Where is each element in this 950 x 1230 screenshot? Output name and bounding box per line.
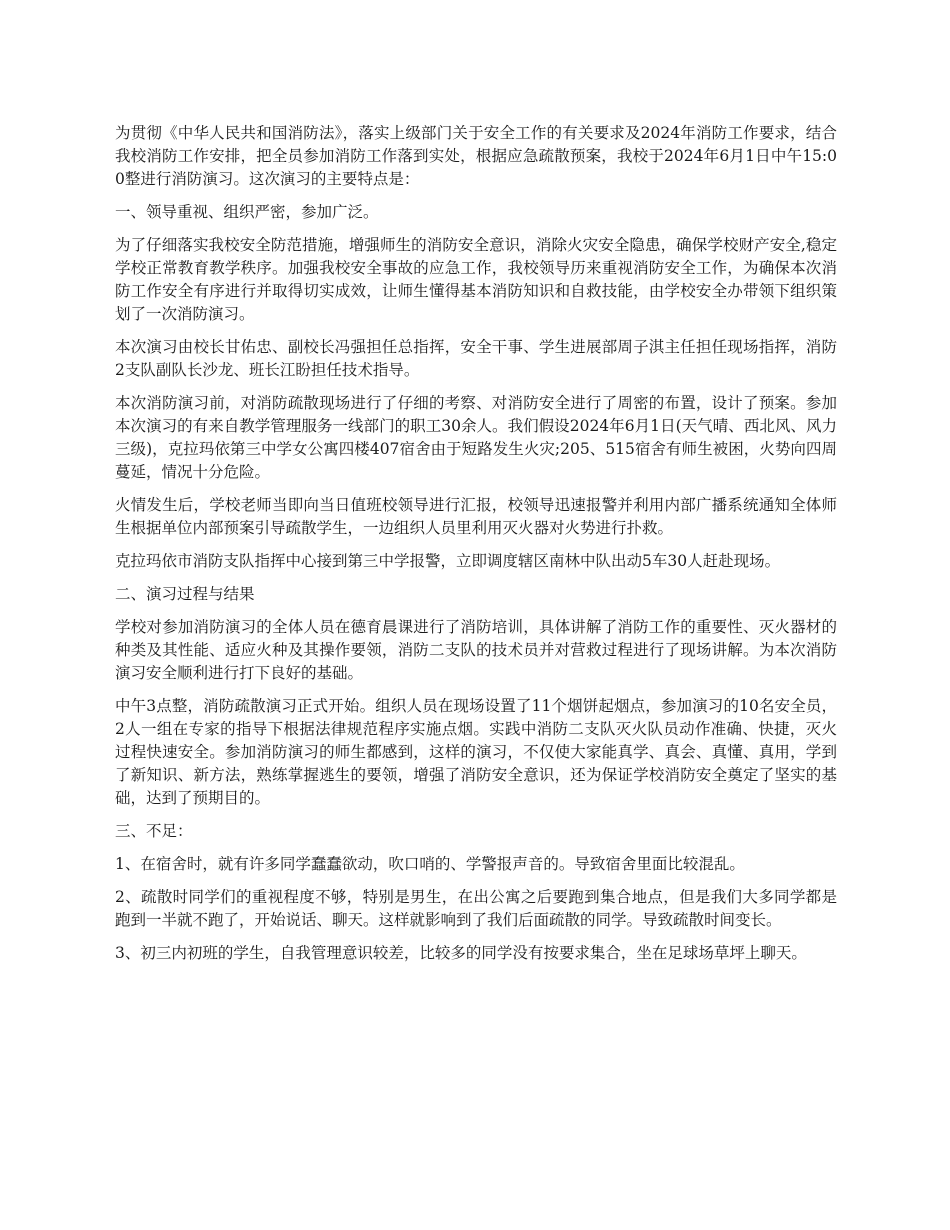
paragraph: 本次演习由校长甘佑忠、副校长冯强担任总指挥，安全干事、学生进展部周子淇主任担任现场指挥，消防2支队副队长沙龙、班长江盼担任技术指导。 bbox=[115, 338, 837, 379]
list-item: 2、疏散时同学们的重视程度不够，特别是男生，在出公寓之后要跑到集合地点，但是我们大多同学都是跑到一半就不跑了，开始说话、聊天。这样就影响到了我们后面疏散的同学。导致疏散时间变长。 bbox=[115, 888, 837, 929]
list-item: 1、在宿舍时，就有许多同学蠢蠢欲动，吹口哨的、学警报声音的。导致宿舍里面比较混乱。 bbox=[115, 855, 745, 873]
paragraph: 为了仔细落实我校安全防范措施，增强师生的消防安全意识，消除火灾安全隐患，确保学校财产安全,稳定学校正常教育教学秩序。加强我校安全事故的应急工作，我校领导历来重视消防安全工作，为确保本次消防工作安全有序进行并取得切实成效，让师生懂得基本消防知识和自救技能，由学校安全办带领下组织策划了一次消防演习。 bbox=[115, 236, 837, 323]
paragraph: 学校对参加消防演习的全体人员在德育晨课进行了消防培训，具体讲解了消防工作的重要性、灭火器材的种类及其性能、适应火种及其操作要领，消防二支队的技术员并对营救过程进行了现场讲解。为本次消防演习安全顺利进行打下良好的基础。 bbox=[115, 618, 837, 682]
section-heading-3: 三、不足： bbox=[115, 822, 193, 840]
section-heading-2: 二、演习过程与结果 bbox=[115, 585, 255, 603]
document-body bbox=[115, 122, 837, 975]
paragraph: 本次消防演习前，对消防疏散现场进行了仔细的考察、对消防安全进行了周密的布置，设计了预案。参加本次演习的有来自教学管理服务一线部门的职工30余人。我们假设2024年6月1日(天气晴、西北风、风力三级)，克拉玛依第三中学女公寓四楼407宿舍由于短路发生火灾;205、515宿舍有师生被困，火势向四周蔓延，情况十分危险。 bbox=[115, 394, 837, 481]
intro-paragraph: 为贯彻《中华人民共和国消防法》，落实上级部门关于安全工作的有关要求及2024年消防工作要求，结合我校消防工作安排，把全员参加消防工作落到实处，根据应急疏散预案，我校于2024年6月1日中午15:00整进行消防演习。这次演习的主要特点是： bbox=[115, 124, 837, 188]
list-item: 3、初三内初班的学生，自我管理意识较差，比较多的同学没有按要求集合，坐在足球场草坪上聊天。 bbox=[115, 944, 807, 962]
section-heading-1: 一、领导重视、组织严密，参加广泛。 bbox=[115, 203, 379, 221]
paragraph: 克拉玛依市消防支队指挥中心接到第三中学报警，立即调度辖区南林中队出动5车30人赶赴现场。 bbox=[115, 552, 781, 570]
paragraph: 中午3点整，消防疏散演习正式开始。组织人员在现场设置了11个烟饼起烟点，参加演习的10名安全员，2人一组在专家的指导下根据法律规范程序实施点烟。实践中消防二支队灭火队员动作准确、快捷，灭火过程快速安全。参加消防演习的师生都感到，这样的演习，不仅使大家能真学、真会、真懂、真用，学到了新知识、新方法，熟练掌握逃生的要领，增强了消防安全意识，还为保证学校消防安全奠定了坚实的基础，达到了预期目的。 bbox=[115, 697, 837, 807]
paragraph: 火情发生后，学校老师当即向当日值班校领导进行汇报，校领导迅速报警并利用内部广播系统通知全体师生根据单位内部预案引导疏散学生，一边组织人员里利用灭火器对火势进行扑救。 bbox=[115, 496, 837, 537]
